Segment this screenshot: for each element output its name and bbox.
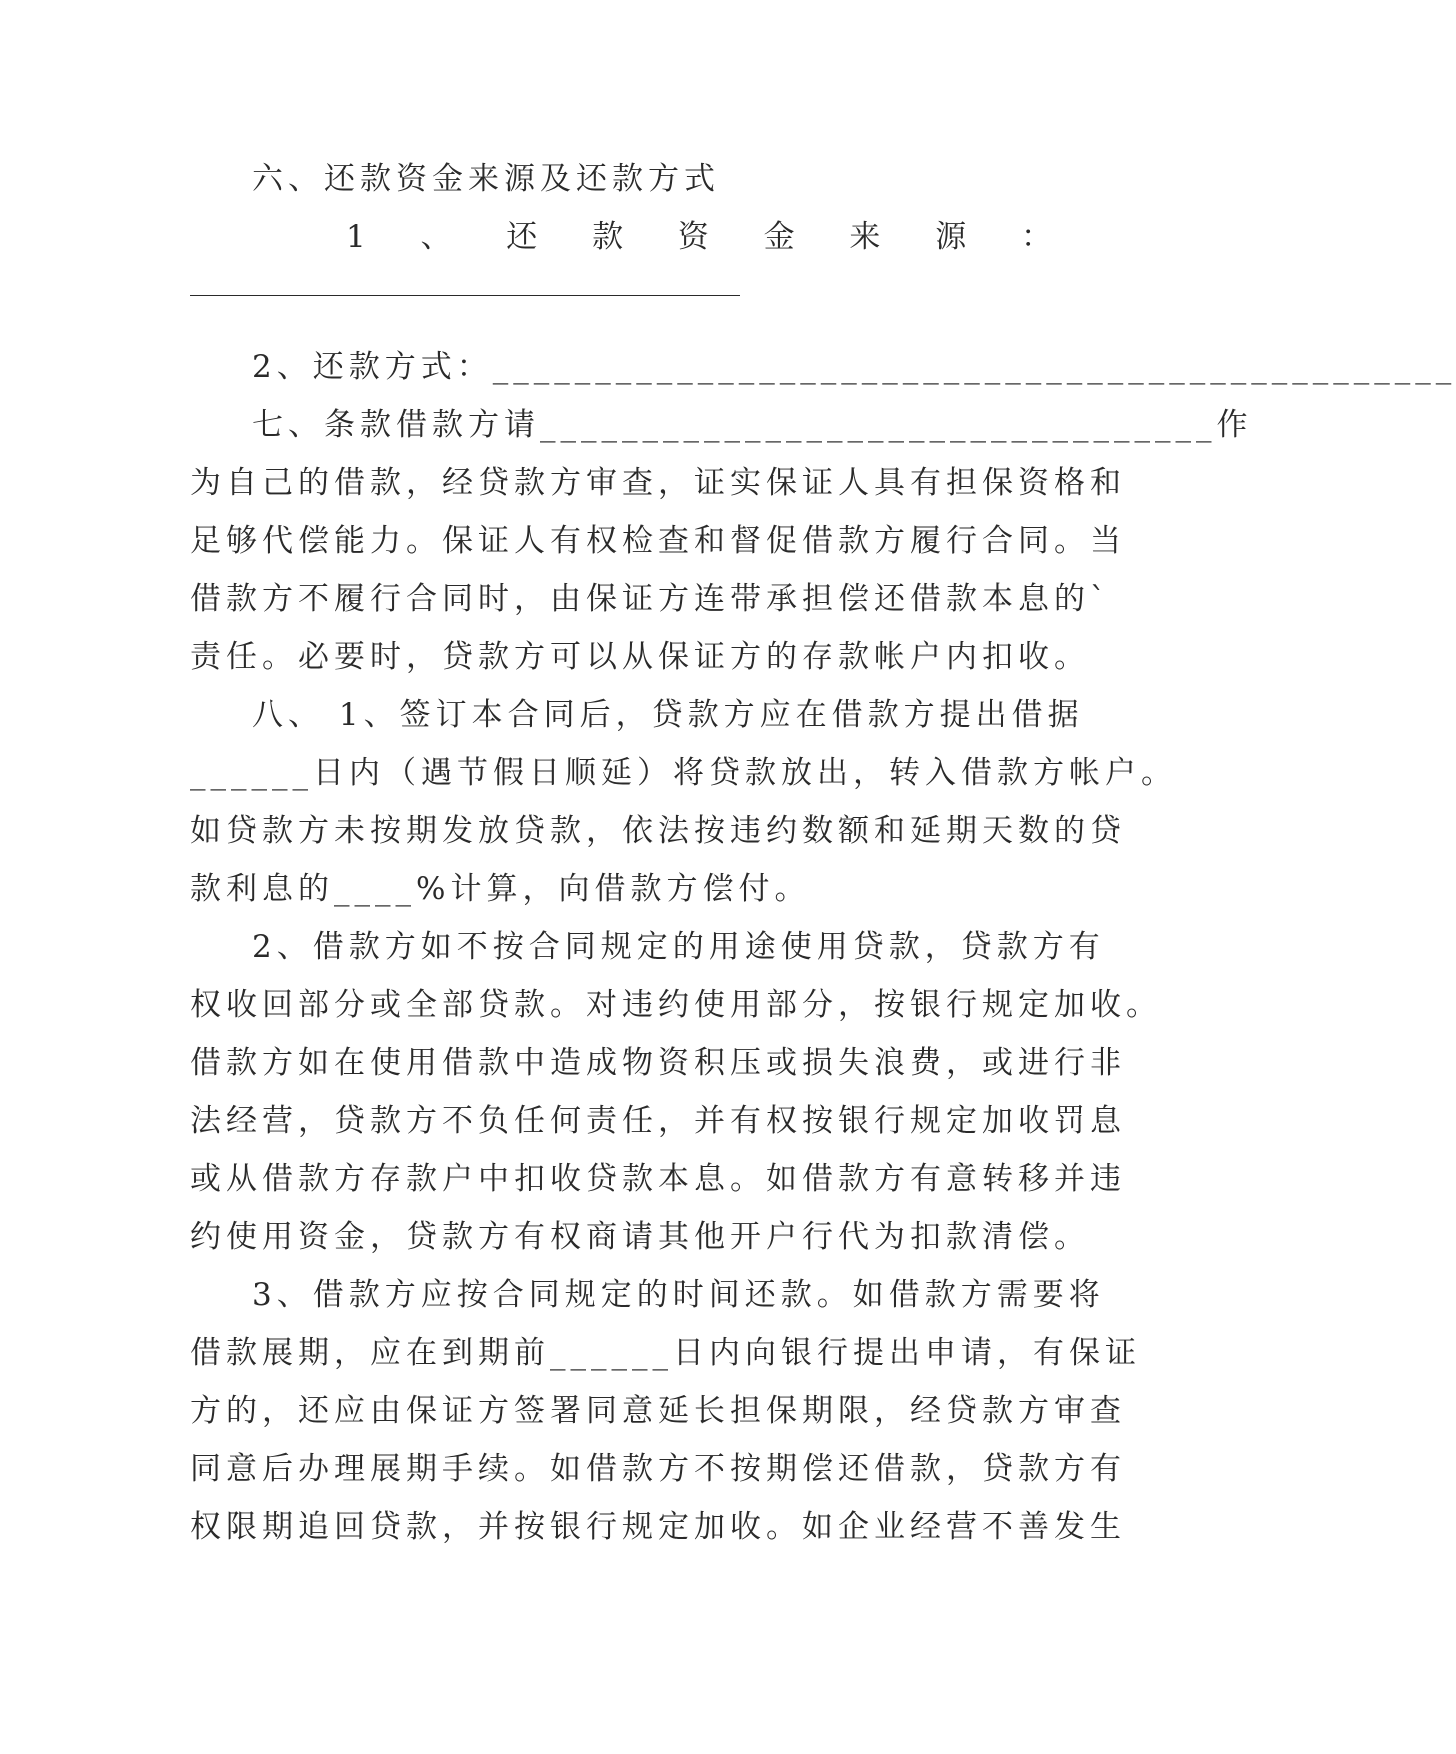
label-char: 款: [592, 219, 624, 255]
blank-rule: [190, 295, 740, 296]
clause-eight-1-line: 款利息的____%计算，向借款方偿付。: [190, 871, 811, 907]
clause-seven-line: 七、条款借款方请_________________________________作: [252, 407, 1253, 443]
clause-eight-2-line: 权收回部分或全部贷款。对违约使用部分，按银行规定加收。: [190, 987, 1162, 1023]
label-char: ：: [1020, 219, 1052, 255]
clause-eight-2-line: 2、借款方如不按合同规定的用途使用贷款，贷款方有: [252, 929, 1105, 965]
clause-eight-2-line: 或从借款方存款户中扣收贷款本息。如借款方有意转移并违: [190, 1161, 1126, 1197]
repayment-method-line: 2、还款方式：_______________________________________________: [252, 349, 1456, 385]
clause-eight-1-line: ______日内（遇节假日顺延）将贷款放出，转入借款方帐户。: [190, 755, 1177, 791]
clause-eight-3-line: 3、借款方应按合同规定的时间还款。如借款方需要将: [252, 1277, 1105, 1313]
label-char: 源: [935, 219, 967, 255]
fund-source-blank: [190, 266, 1052, 324]
document-page: [190, 150, 1456, 1556]
clause-eight-1-line: 八、 1、签订本合同后，贷款方应在借款方提出借据: [252, 697, 1084, 733]
clause-eight-2-line: 法经营，贷款方不负任何责任，并有权按银行规定加收罚息: [190, 1103, 1126, 1139]
clause-eight-2-line: 借款方如在使用借款中造成物资积压或损失浪费，或进行非: [190, 1045, 1126, 1081]
label-char: 金: [763, 219, 795, 255]
label-char: 、: [420, 219, 452, 255]
clause-seven-line: 足够代偿能力。保证人有权检查和督促借款方履行合同。当: [190, 523, 1126, 559]
label-char: 1: [346, 219, 366, 255]
clause-eight-3-line: 借款展期，应在到期前______日内向银行提出申请，有保证: [190, 1335, 1141, 1371]
label-char: 还: [506, 219, 538, 255]
clause-eight-3-line: 同意后办理展期手续。如借款方不按期偿还借款，贷款方有: [190, 1451, 1126, 1487]
section-heading-six: 六、还款资金来源及还款方式: [252, 161, 720, 197]
label-char: 资: [677, 219, 709, 255]
clause-seven-line: 责任。必要时，贷款方可以从保证方的存款帐户内扣收。: [190, 639, 1090, 675]
clause-eight-3-line: 方的，还应由保证方签署同意延长担保期限，经贷款方审查: [190, 1393, 1126, 1429]
clause-seven-line: 借款方不履行合同时，由保证方连带承担偿还借款本息的`: [190, 581, 1111, 617]
fund-source-label: [190, 208, 1052, 266]
clause-eight-2-line: 约使用资金，贷款方有权商请其他开户行代为扣款清偿。: [190, 1219, 1090, 1255]
label-char: 来: [849, 219, 881, 255]
clause-seven-line: 为自己的借款，经贷款方审查，证实保证人具有担保资格和: [190, 465, 1126, 501]
clause-eight-3-line: 权限期追回贷款，并按银行规定加收。如企业经营不善发生: [190, 1509, 1126, 1545]
clause-eight-1-line: 如贷款方未按期发放贷款，依法按违约数额和延期天数的贷: [190, 813, 1126, 849]
